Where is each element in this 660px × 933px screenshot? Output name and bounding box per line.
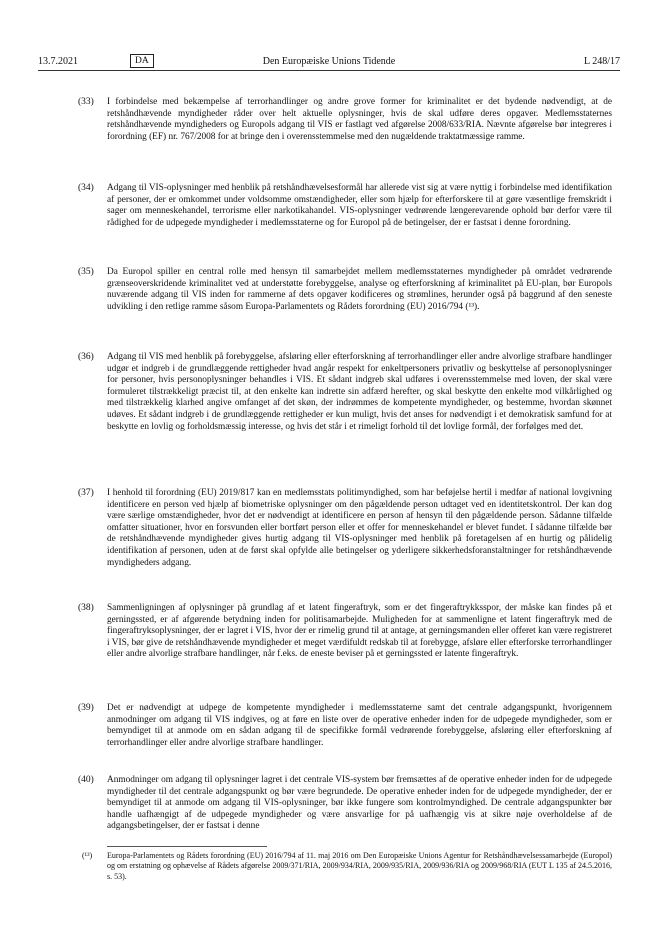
recital-text: Det er nødvendigt at udpege de kompetente myndigheder i medlemsstaterne samt det centrale adgangspunkt, hvorigennem anmodninger om adgang til VIS indgives, og at føre en liste over de operative enheder inden for de udpegede myndigheder, som er bemyndiget til at anmode om en sådan adgang til de specifikke formål vedrørende forebyggelse, afsløring eller efterforskning af terrorhandlinger eller andre alvorlige strafbare handlinger. [107,703,612,748]
recital-text: Adgang til VIS-oplysninger med henblik på retshåndhævelsesformål har allerede vist sig at være nyttig i forbindelse med identifikation af personer, der er omkommet under voldsomme omstændigheder, eller som hjælp for efterforskere til at gøre væsentlige fremskridt i sager om menneskehandel, terrorisme eller narkotikahandel. VIS-oplysninger vedrørende længerevarende ophold bør derfor være til rådighed for de udpegede myndigheder i medlemsstaterne og for Europol på de betingelser, der er fastsat i denne forordning. [107,183,612,228]
recital-number: (34) [78,183,94,193]
publication-date: 13.7.2021 [38,56,78,67]
recital-number: (33) [78,97,94,107]
recital-text: Adgang til VIS med henblik på forebyggelse, afsløring eller efterforskning af terrorhandlinger eller andre alvorlige strafbare handlinger udgør et indgreb i de grundlæggende rettigheder hvad angår respekt for enkeltpersoners privatliv og beskyttelse af personoplysninger for personer, hvis personoplysninger behandles i VIS. Et sådant indgreb skal udføres i overensstemmelse med loven, der skal være formuleret tilstrækkeligt præcist til, at den enkelte kan indrette sin adfærd herefter, og skal beskytte den enkelte mod vilkårlighed og med tilstrækkelig klarhed angive omfanget af det skøn, der indrømmes de kompetente myndigheder, og bestemme, hvordan skønnet udøves. Et sådant indgreb i de grundlæggende rettigheder er kun muligt, hvis det anses for nødvendigt i et demokratisk samfund for at beskytte en lovlig og forholdsmæssig interesse, og hvis det står i et rimeligt forhold til det lovlige formål, der forfølges med det. [107,352,612,432]
recital-number: (35) [78,267,94,277]
header-rule [38,70,620,71]
footnote-mark: (¹³) [82,851,93,860]
journal-title: Den Europæiske Unions Tidende [262,56,396,67]
recital-number: (40) [78,775,94,785]
page-reference: L 248/17 [583,56,620,67]
recital-number: (38) [78,603,94,613]
recital-text: I henhold til forordning (EU) 2019/817 kan en medlemsstats politimyndighed, som har beføjelse hertil i medfør af national lovgivning identificere en person ved hjælp af biometriske oplysninger om den pågældende person udtaget ved en identitetskontrol. Der kan dog være særlige omstændigheder, hvor det er nødvendigt at identificere en person af hensyn til den pågældende person. Sådanne tilfælde omfatter situationer, hvor en forsvunden eller bortført person eller et offer for menneskehandel er blevet fundet. I sådanne tilfælde bør de retshåndhævende myndigheder gives hurtig adgang til VIS-oplysninger med henblik på foretagelsen af en hurtig og pålidelig identifikation af personen, uden at de først skal opfylde alle betingelser og yderligere sikkerhedsforanstaltninger for retshåndhævende myndigheders adgang. [107,488,612,568]
recital-text: I forbindelse med bekæmpelse af terrorhandlinger og andre grove former for kriminalitet er det bydende nødvendigt, at de retshåndhævende myndigheder råder over helt aktuelle oplysninger, hvis de skal udføre deres opgaver. Medlemsstaternes retshåndhævende myndigheders og Europols adgang til VIS er fastlagt ved afgørelse 2008/633/RIA. Nævnte afgørelse bør integreres i forordning (EF) nr. 767/2008 for at bringe den i overensstemmelse med den nugældende traktatmæssige ramme. [107,97,612,142]
recital-text: Anmodninger om adgang til oplysninger lagret i det centrale VIS-system bør fremsættes af de operative enheder inden for de udpegede myndigheder til det centrale adgangspunkt og bør være begrundede. De operative enheder inden for de udpegede myndigheder, der er bemyndiget til at anmode om adgang til VIS-oplysninger, bør ikke fungere som kontrolmyndighed. De centrale adgangspunkter bør handle uafhængigt af de udpegede myndigheder og være ansvarlige for på uafhængig vis at sikre nøje overholdelse af de adgangsbetingelser, der er fastsat i denne [107,775,612,832]
recital-text: Da Europol spiller en central rolle med hensyn til samarbejdet mellem medlemsstaternes myndigheder på området vedrørende grænseoverskridende kriminalitet ved at understøtte forebyggelse, analyse og efterforskning af kriminalitet på EU-plan, bør Europols nuværende adgang til VIS inden for rammerne af dets opgaver kodificeres og strømlines, herunder også på baggrund af den seneste udvikling i den retlige ramme såsom Europa-Parlamentets og Rådets forordning (EU) 2016/794 (¹³). [107,267,612,312]
language-code-box: DA [130,54,154,68]
footnote-text: Europa-Parlamentets og Rådets forordning (EU) 2016/794 af 11. maj 2016 om Den Europæiske Unions Agentur for Retshåndhævelsessamarbejde (Europol) og om erstatning og ophævelse af Rådets afgørelse 2009/371/RIA, 2009/934/RIA, 2009/935/RIA, 2009/936/RIA og 2009/968/RIA (EUT L 135 af 24.5.2016, s. 53). [107,851,612,881]
recital-number: (37) [78,488,94,498]
recital-number: (36) [78,352,94,362]
footnote-rule [107,846,267,847]
recital-text: Sammenligningen af oplysninger på grundlag af et latent fingeraftryk, som er det fingeraftrykksspor, der måske kan findes på et gerningssted, er af afgørende betydning inden for politisamarbejde. Muligheden for at sammenligne et latent fingeraftryk med de fingeraftryksoplysninger, der er lagret i VIS, hvor der er rimelig grund til at antage, at gerningsmanden eller offeret kan være registreret i VIS, bør give de retshåndhævende myndigheder et meget værdifuldt redskab til at forebygge, afsløre eller efterforske terrorhandlinger eller andre alvorlige strafbare handlinger, når f.eks. de eneste beviser på et gerningssted er latente fingeraftryk. [107,603,612,660]
recital-number: (39) [78,703,94,713]
